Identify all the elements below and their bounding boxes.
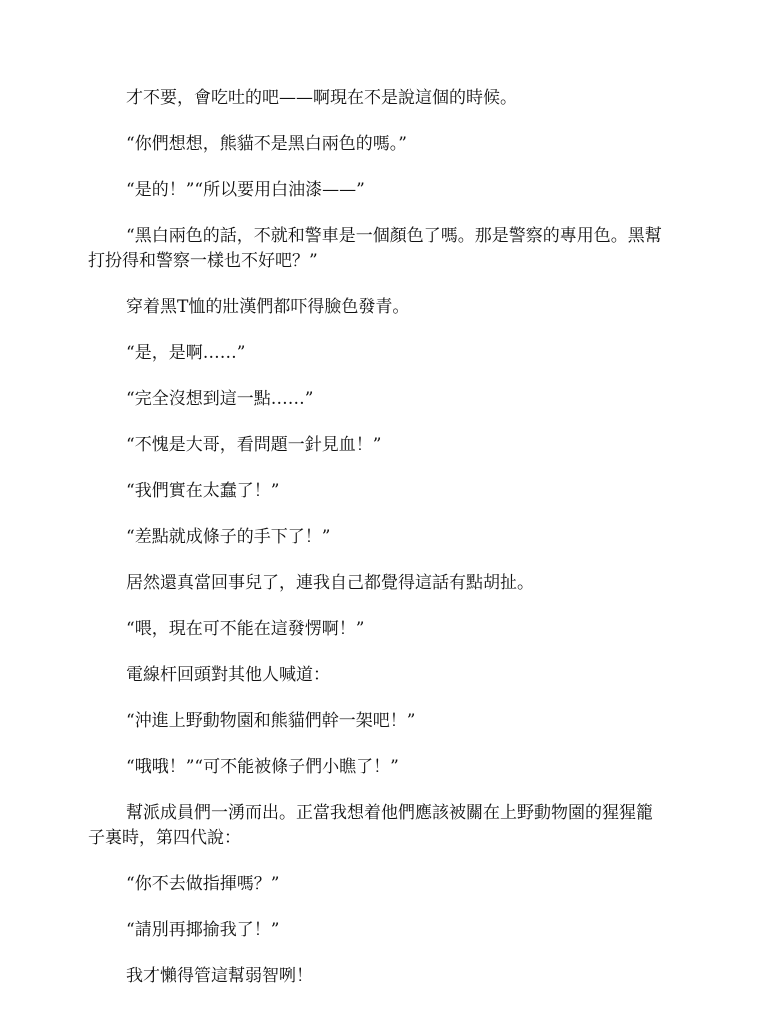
paragraph: 電線杆回頭對其他人喊道： — [126, 665, 330, 685]
paragraph: “請別再揶揄我了！” — [126, 920, 280, 940]
paragraph: “你不去做指揮嗎？” — [126, 874, 280, 894]
paragraph: 穿着黑T恤的壯漢們都吓得臉色發青。 — [126, 297, 410, 317]
paragraph: 我才懶得管這幫弱智咧！ — [126, 966, 313, 986]
paragraph: “是，是啊……” — [126, 343, 246, 363]
paragraph: “你們想想，熊貓不是黑白兩色的嗎。” — [126, 134, 407, 154]
paragraph: “完全沒想到這一點……” — [126, 389, 314, 409]
paragraph: “是的！”“所以要用白油漆——” — [126, 180, 365, 200]
paragraph: “我們實在太蠢了！” — [126, 481, 280, 501]
document-page — [88, 86, 668, 1010]
paragraph: 居然還真當回事兒了，連我自己都覺得這話有點胡扯。 — [126, 573, 534, 593]
paragraph: “沖進上野動物園和熊貓們幹一架吧！” — [126, 711, 416, 731]
paragraph: “差點就成條子的手下了！” — [126, 527, 331, 547]
paragraph: “喂，現在可不能在這發愣啊！” — [126, 619, 365, 639]
paragraph: 幫派成員們一湧而出。正當我想着他們應該被關在上野動物園的猩猩籠子裏時，第四代說： — [88, 803, 653, 848]
paragraph: “不愧是大哥，看問題一針見血！” — [126, 435, 382, 455]
paragraph: 才不要，會吃吐的吧——啊現在不是說這個的時候。 — [126, 88, 517, 108]
paragraph: “哦哦！”“可不能被條子們小瞧了！” — [126, 757, 399, 777]
paragraph: “黑白兩色的話，不就和警車是一個顏色了嗎。那是警察的專用色。黑幫打扮得和警察一樣也不好吧？” — [88, 226, 662, 271]
